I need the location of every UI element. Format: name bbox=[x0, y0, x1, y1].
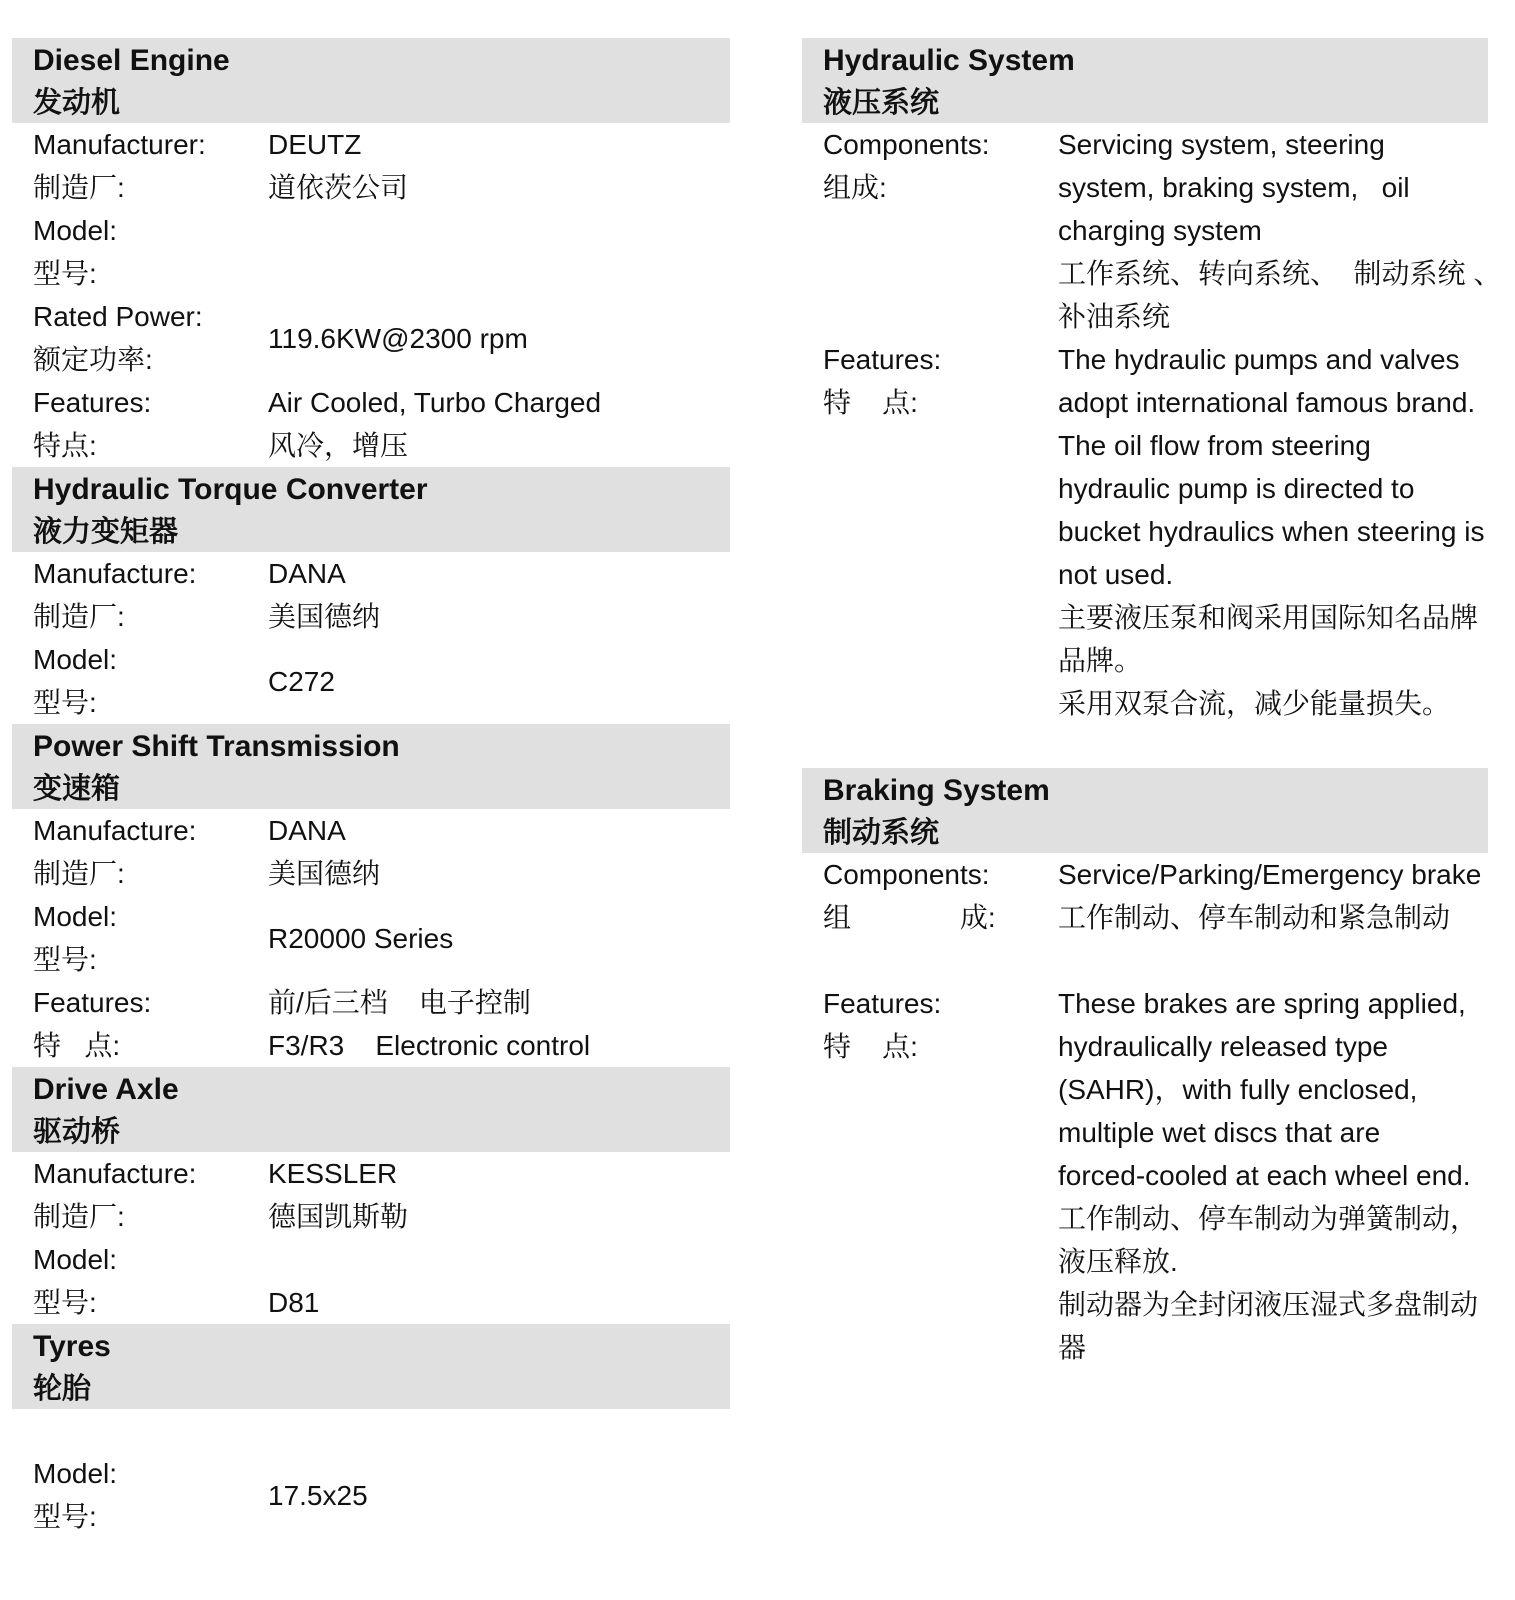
value-line: 制动器为全封闭液压湿式多盘制动 bbox=[1058, 1289, 1479, 1320]
row-values bbox=[1058, 123, 1502, 338]
section-title-zh: 轮胎 bbox=[33, 1373, 92, 1405]
row-labels bbox=[33, 638, 268, 724]
value-line: D81 bbox=[268, 1287, 320, 1318]
row-labels bbox=[33, 123, 268, 209]
value-line: hydraulically released type bbox=[1058, 1031, 1388, 1062]
row-labels bbox=[33, 295, 268, 381]
value: 17.5x25 bbox=[268, 1479, 368, 1511]
row-values bbox=[268, 895, 730, 981]
value-line: (SAHR)，with fully enclosed, bbox=[1058, 1074, 1418, 1105]
row-values bbox=[268, 552, 730, 638]
label-zh: 组 成: bbox=[823, 902, 996, 933]
row-values bbox=[268, 123, 730, 209]
value-line: system, braking system, oil bbox=[1058, 172, 1410, 203]
value-en: Air Cooled, Turbo Charged bbox=[268, 387, 602, 418]
row-values bbox=[268, 209, 730, 295]
value-line: multiple wet discs that are bbox=[1058, 1117, 1381, 1148]
label-zh: 型号: bbox=[33, 1287, 97, 1318]
value-line: hydraulic pump is directed to bbox=[1058, 473, 1415, 504]
row-values bbox=[1058, 853, 1488, 939]
spacer bbox=[802, 939, 1488, 982]
label-zh: 额定功率: bbox=[33, 344, 153, 375]
value-line: 前/后三档 电子控制 bbox=[268, 987, 531, 1018]
spacer bbox=[802, 725, 1488, 768]
label-zh: 制造厂: bbox=[33, 172, 125, 203]
value-zh bbox=[268, 252, 730, 295]
label-en: Components: bbox=[823, 859, 990, 890]
value-zh: 道依茨公司 bbox=[268, 172, 409, 203]
value-line: forced-cooled at each wheel end. bbox=[1058, 1160, 1471, 1191]
label-zh: 型号: bbox=[33, 1501, 97, 1532]
section-title-zh: 制动系统 bbox=[823, 817, 940, 849]
value-line: Service/Parking/Emergency brake bbox=[1058, 859, 1482, 890]
value-en: DEUTZ bbox=[268, 129, 362, 160]
value-en bbox=[268, 209, 730, 252]
row-values bbox=[268, 1238, 730, 1324]
label-en: Features: bbox=[823, 344, 942, 375]
section-header-drive-axle bbox=[12, 1067, 730, 1152]
row-model bbox=[12, 1452, 730, 1538]
value-line: These brakes are spring applied, bbox=[1058, 988, 1466, 1019]
label-zh: 特 点: bbox=[33, 1030, 121, 1061]
value-line: F3/R3 Electronic control bbox=[268, 1030, 591, 1061]
column-right bbox=[802, 38, 1502, 1369]
row-values bbox=[268, 381, 730, 467]
section-title-zh: 变速箱 bbox=[33, 773, 121, 805]
section-title-zh: 驱动桥 bbox=[33, 1116, 121, 1148]
row-labels bbox=[33, 1152, 268, 1238]
value-zh: 德国凯斯勒 bbox=[268, 1201, 409, 1232]
section-header-hydraulic-torque-converter bbox=[12, 467, 730, 552]
row-values bbox=[1058, 338, 1488, 725]
row-model bbox=[12, 895, 730, 981]
label-en: Manufacture: bbox=[33, 815, 197, 846]
row-labels bbox=[823, 982, 1058, 1369]
section-title-en: Hydraulic Torque Converter bbox=[33, 473, 428, 506]
section-header-hydraulic-system bbox=[802, 38, 1488, 123]
spacer bbox=[12, 1409, 730, 1452]
label-zh: 型号: bbox=[33, 687, 97, 718]
value-line: not used. bbox=[1058, 559, 1174, 590]
row-features bbox=[12, 381, 730, 467]
value-line: 工作制动、停车制动为弹簧制动， bbox=[1058, 1203, 1479, 1234]
section-header-tyres bbox=[12, 1324, 730, 1409]
row-manufacture bbox=[12, 809, 730, 895]
label-en: Model: bbox=[33, 644, 118, 675]
value-en: DANA bbox=[268, 558, 346, 589]
section-title-zh: 发动机 bbox=[33, 87, 121, 119]
value-line: 液压释放. bbox=[1058, 1246, 1178, 1277]
label-en: Model: bbox=[33, 901, 118, 932]
value-line: 器 bbox=[1058, 1332, 1087, 1363]
row-labels bbox=[33, 981, 268, 1067]
value-zh: 美国德纳 bbox=[268, 858, 381, 889]
value-zh: 风冷，增压 bbox=[268, 430, 409, 461]
row-values bbox=[268, 295, 730, 381]
value: R20000 Series bbox=[268, 922, 454, 954]
row-values bbox=[268, 638, 730, 724]
value-line: Servicing system, steering bbox=[1058, 129, 1385, 160]
section-title-zh: 液压系统 bbox=[823, 87, 940, 119]
section-header-power-shift-transmission bbox=[12, 724, 730, 809]
label-zh: 特 点: bbox=[823, 387, 918, 418]
row-values bbox=[268, 981, 730, 1067]
label-zh: 制造厂: bbox=[33, 601, 125, 632]
value-line: bucket hydraulics when steering is bbox=[1058, 516, 1485, 547]
row-features bbox=[802, 338, 1488, 725]
value: 119.6KW@2300 rpm bbox=[268, 322, 528, 354]
row-labels bbox=[33, 209, 268, 295]
value-line: 工作系统、转向系统、 制动系统 、 bbox=[1058, 258, 1502, 289]
section-title-zh: 液力变矩器 bbox=[33, 516, 179, 548]
label-en: Model: bbox=[33, 1458, 118, 1489]
value-zh: 美国德纳 bbox=[268, 601, 381, 632]
row-manufacture bbox=[12, 552, 730, 638]
value-en: KESSLER bbox=[268, 1158, 398, 1189]
value-line: The hydraulic pumps and valves bbox=[1058, 344, 1460, 375]
value-line bbox=[268, 1238, 730, 1281]
section-title-en: Hydraulic System bbox=[823, 44, 1075, 77]
label-zh: 特点: bbox=[33, 430, 97, 461]
label-en: Manufacture: bbox=[33, 558, 197, 589]
row-model bbox=[12, 638, 730, 724]
label-en: Rated Power: bbox=[33, 301, 203, 332]
row-labels bbox=[823, 123, 1058, 338]
value: C272 bbox=[268, 665, 335, 697]
value-en: DANA bbox=[268, 815, 346, 846]
row-values bbox=[268, 1152, 730, 1238]
row-labels bbox=[33, 1238, 268, 1324]
label-en: Components: bbox=[823, 129, 990, 160]
section-title-en: Drive Axle bbox=[33, 1073, 179, 1106]
row-features bbox=[802, 982, 1488, 1369]
label-en: Features: bbox=[823, 988, 942, 1019]
value-line: The oil flow from steering bbox=[1058, 430, 1371, 461]
section-title-en: Braking System bbox=[823, 774, 1050, 807]
label-en: Manufacture: bbox=[33, 1158, 197, 1189]
section-title-en: Power Shift Transmission bbox=[33, 730, 400, 763]
label-en: Manufacturer: bbox=[33, 129, 206, 160]
row-values bbox=[268, 809, 730, 895]
section-header-diesel-engine bbox=[12, 38, 730, 123]
row-values bbox=[268, 1452, 730, 1538]
section-title-en: Tyres bbox=[33, 1330, 111, 1363]
value-line: 品牌。 bbox=[1058, 645, 1143, 676]
row-model bbox=[12, 209, 730, 295]
label-zh: 制造厂: bbox=[33, 858, 125, 889]
row-labels bbox=[33, 381, 268, 467]
row-rated-power bbox=[12, 295, 730, 381]
value-line: 工作制动、停车制动和紧急制动 bbox=[1058, 902, 1451, 933]
row-labels bbox=[823, 853, 1058, 939]
label-zh: 特 点: bbox=[823, 1031, 918, 1062]
row-labels bbox=[33, 895, 268, 981]
row-features bbox=[12, 981, 730, 1067]
label-en: Features: bbox=[33, 987, 152, 1018]
label-zh: 型号: bbox=[33, 944, 97, 975]
row-components bbox=[802, 853, 1488, 939]
value-line: 主要液压泵和阀采用国际知名品牌 bbox=[1058, 602, 1479, 633]
label-zh: 制造厂: bbox=[33, 1201, 125, 1232]
label-en: Model: bbox=[33, 215, 118, 246]
row-components bbox=[802, 123, 1502, 338]
label-en: Features: bbox=[33, 387, 152, 418]
row-labels bbox=[823, 338, 1058, 725]
row-manufacturer bbox=[12, 123, 730, 209]
value-line: adopt international famous brand. bbox=[1058, 387, 1476, 418]
column-left bbox=[12, 38, 730, 1538]
row-values bbox=[1058, 982, 1488, 1369]
value-line: 补油系统 bbox=[1058, 301, 1171, 332]
row-labels bbox=[33, 809, 268, 895]
row-labels bbox=[33, 552, 268, 638]
value-line: 采用双泵合流，减少能量损失。 bbox=[1058, 688, 1451, 719]
row-manufacture bbox=[12, 1152, 730, 1238]
section-header-braking-system bbox=[802, 768, 1488, 853]
section-title-en: Diesel Engine bbox=[33, 44, 230, 77]
row-labels bbox=[33, 1452, 268, 1538]
label-en: Model: bbox=[33, 1244, 118, 1275]
label-zh: 组成: bbox=[823, 172, 887, 203]
row-model bbox=[12, 1238, 730, 1324]
label-zh: 型号: bbox=[33, 258, 97, 289]
value-line: charging system bbox=[1058, 215, 1262, 246]
